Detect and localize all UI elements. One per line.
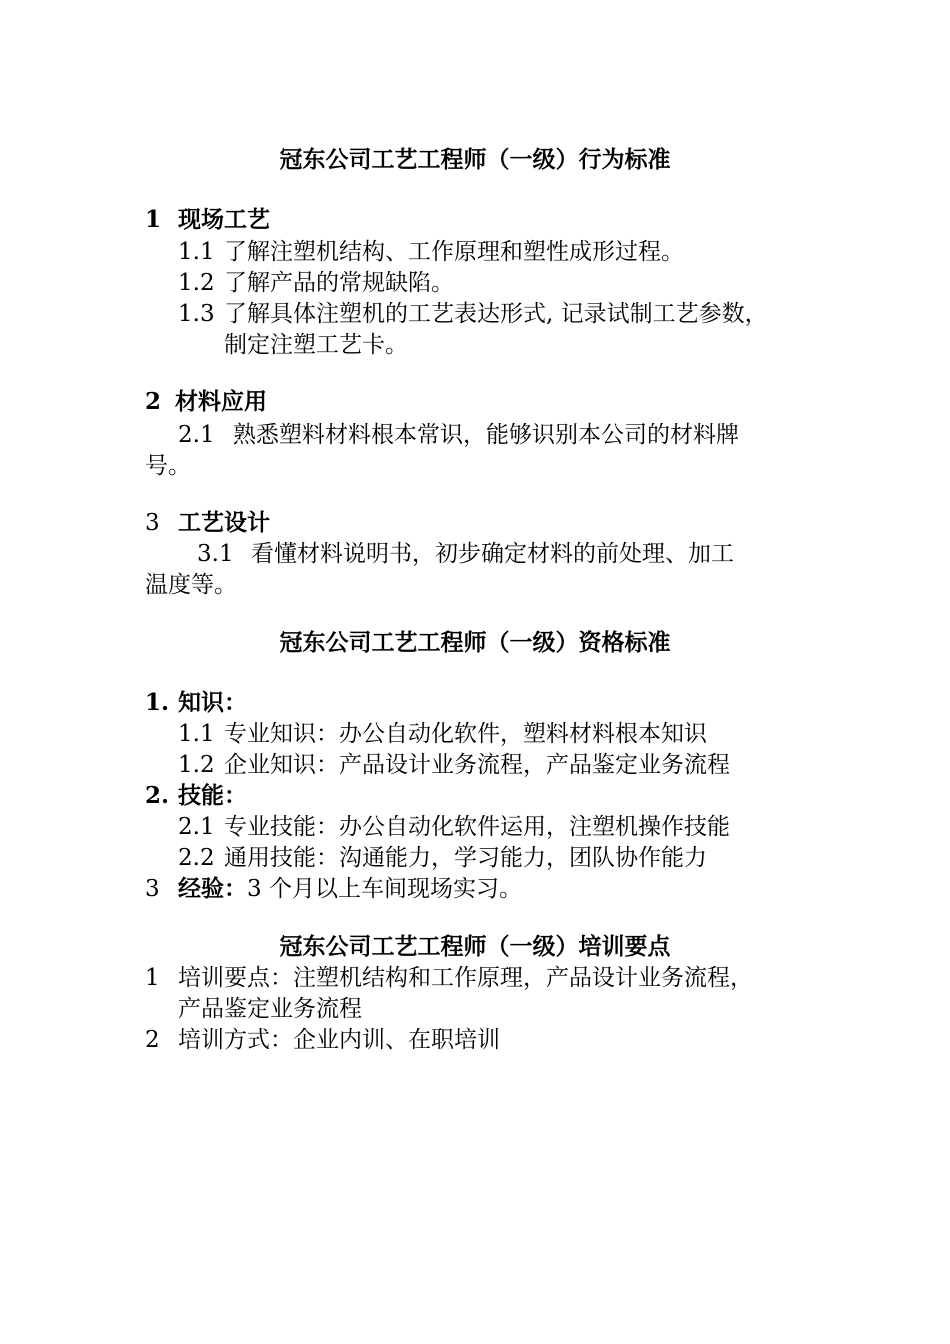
- list-item-continuation: 号。: [145, 453, 191, 479]
- heading-number: 1: [145, 206, 162, 233]
- list-item-continuation: 产品鉴定业务流程: [178, 996, 362, 1022]
- heading-skills: 2. 技能：: [145, 782, 247, 809]
- list-item-continuation: 制定注塑工艺卡。: [224, 332, 408, 358]
- heading-2: 2 材料应用: [145, 388, 267, 415]
- list-item: 1 培训要点：注塑机结构和工作原理，产品设计业务流程，: [145, 965, 753, 991]
- section-title-qualification: 冠东公司工艺工程师（一级）资格标准: [279, 629, 671, 656]
- list-item: 1.3 了解具体注塑机的工艺表达形式, 记录试制工艺参数，: [178, 301, 768, 327]
- list-item: 1.1 专业知识：办公自动化软件，塑料材料根本知识: [178, 721, 707, 747]
- list-item: 3.1 看懂材料说明书，初步确定材料的前处理、加工: [197, 541, 734, 567]
- list-item: 2 培训方式：企业内训、在职培训: [145, 1027, 500, 1053]
- list-item: 2.1 专业技能：办公自动化软件运用，注塑机操作技能: [178, 814, 730, 840]
- list-item: 1.2 了解产品的常规缺陷。: [178, 270, 454, 296]
- heading-knowledge: 1. 知识：: [145, 689, 247, 716]
- list-item: 1.2 企业知识：产品设计业务流程，产品鉴定业务流程: [178, 752, 730, 778]
- heading-text: 现场工艺: [178, 206, 270, 233]
- list-item: 2.2 通用技能：沟通能力，学习能力，团队协作能力: [178, 845, 707, 871]
- heading-experience: 3 经验：3 个月以上车间现场实习。: [145, 875, 522, 902]
- section-title-training: 冠东公司工艺工程师（一级）培训要点: [279, 933, 671, 960]
- list-item: 1.1 了解注塑机结构、工作原理和塑性成形过程。: [178, 239, 684, 265]
- heading-1: [145, 205, 270, 235]
- list-item-continuation: 温度等。: [145, 572, 237, 598]
- section-title-behavior: 冠东公司工艺工程师（一级）行为标准: [279, 146, 671, 173]
- heading-3: 3 工艺设计: [145, 509, 270, 536]
- list-item: 2.1 熟悉塑料材料根本常识，能够识别本公司的材料牌: [178, 422, 739, 448]
